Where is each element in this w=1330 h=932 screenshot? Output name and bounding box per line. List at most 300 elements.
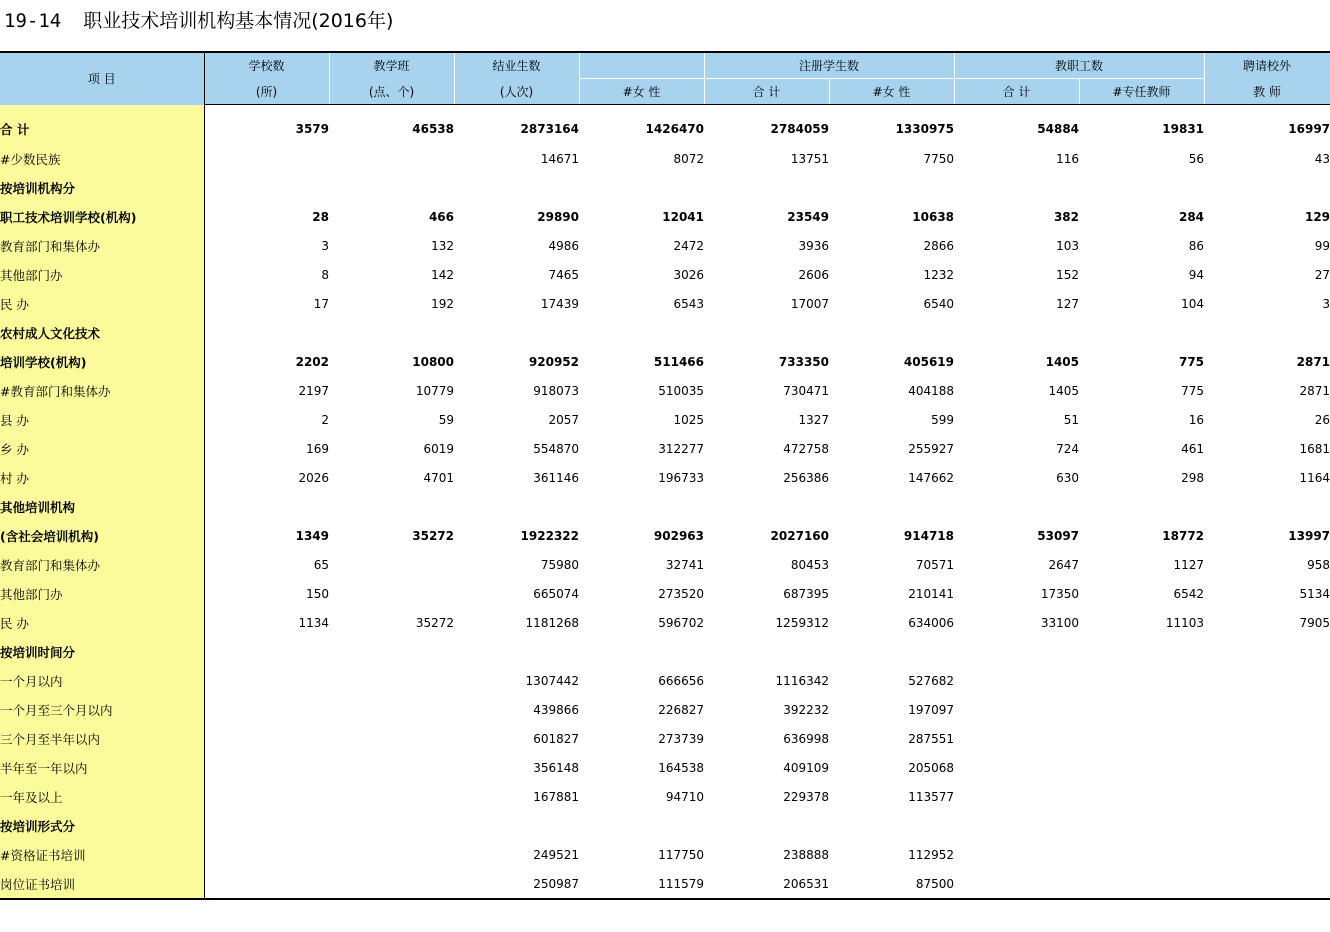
cell-value: 238888 xyxy=(783,848,829,862)
cell-value: 70571 xyxy=(915,558,955,572)
cell-value xyxy=(329,580,454,609)
cell-value xyxy=(829,638,954,667)
cell-value xyxy=(1079,754,1204,783)
cell-value: 7465 xyxy=(548,268,579,282)
header-graduates: 结业生数 xyxy=(454,52,579,79)
row-label: 其他部门办 xyxy=(0,580,204,609)
cell-value xyxy=(704,493,829,522)
row-label: 合 计 xyxy=(0,105,204,145)
cell-value xyxy=(1204,667,1330,696)
cell-value xyxy=(329,841,454,870)
header-fulltime-teachers: #专任教师 xyxy=(1079,79,1204,105)
row-label: #资格证书培训 xyxy=(0,841,204,870)
row-label: 乡 办 xyxy=(0,435,204,464)
cell-value xyxy=(1079,812,1204,841)
cell-value: 192 xyxy=(431,297,454,311)
cell-value: 1307442 xyxy=(525,674,579,688)
cell-value: 1164 xyxy=(1299,471,1330,485)
table-row xyxy=(0,667,1330,696)
header-classes-unit: (点、个) xyxy=(329,79,454,105)
cell-value: 596702 xyxy=(658,616,704,630)
cell-value: 103 xyxy=(1056,239,1080,253)
table-row xyxy=(0,348,1330,377)
cell-value: 10800 xyxy=(412,355,454,369)
cell-value xyxy=(204,783,329,812)
cell-value xyxy=(829,812,954,841)
table-row xyxy=(0,551,1330,580)
cell-value: 99 xyxy=(1314,239,1330,253)
cell-value: 75980 xyxy=(540,558,579,572)
table-row xyxy=(0,406,1330,435)
table-row xyxy=(0,696,1330,725)
cell-value xyxy=(1204,870,1330,899)
row-label: 其他部门办 xyxy=(0,261,204,290)
header-graduates-unit: (人次) xyxy=(454,79,579,105)
cell-value xyxy=(1079,696,1204,725)
cell-value: 1259312 xyxy=(775,616,829,630)
cell-value: 2871 xyxy=(1299,384,1330,398)
cell-value: 1134 xyxy=(298,616,329,630)
cell-value xyxy=(329,725,454,754)
header-hired-teachers: 教 师 xyxy=(1204,79,1330,105)
cell-value xyxy=(954,667,1079,696)
cell-value: 2606 xyxy=(798,268,829,282)
table-row xyxy=(0,232,1330,261)
cell-value: 2472 xyxy=(673,239,704,253)
cell-value xyxy=(1204,783,1330,812)
cell-value: 1116342 xyxy=(775,674,829,688)
cell-value xyxy=(329,319,454,348)
header-registered-total: 合 计 xyxy=(704,79,829,105)
cell-value: 510035 xyxy=(658,384,704,398)
cell-value xyxy=(454,812,579,841)
cell-value xyxy=(579,319,704,348)
cell-value xyxy=(1204,754,1330,783)
table-row xyxy=(0,203,1330,232)
table-row xyxy=(0,377,1330,406)
cell-value: 287551 xyxy=(908,732,955,746)
cell-value xyxy=(454,319,579,348)
cell-value: 43 xyxy=(1314,152,1330,166)
cell-value: 256386 xyxy=(783,471,829,485)
cell-value: 1426470 xyxy=(645,122,704,137)
cell-value xyxy=(329,174,454,203)
cell-value: 59 xyxy=(438,413,454,427)
cell-value xyxy=(204,754,329,783)
cell-value xyxy=(829,319,954,348)
cell-value: 8072 xyxy=(673,152,704,166)
header-registered: 注册学生数 xyxy=(704,52,954,79)
cell-value: 29890 xyxy=(537,210,579,224)
header-item: 项 目 xyxy=(0,52,204,105)
cell-value: 112952 xyxy=(908,848,955,862)
cell-value xyxy=(204,725,329,754)
cell-value: 147662 xyxy=(908,471,955,485)
cell-value: 439866 xyxy=(533,703,579,717)
cell-value xyxy=(329,812,454,841)
cell-value: 250987 xyxy=(454,870,579,899)
cell-value: 104 xyxy=(1181,297,1205,311)
cell-value xyxy=(204,870,329,899)
cell-value: 527682 xyxy=(908,674,955,688)
cell-value: 356148 xyxy=(533,761,579,775)
row-label: 其他培训机构 xyxy=(0,493,204,522)
table-row xyxy=(0,290,1330,319)
header-schools-unit: (所) xyxy=(204,79,329,105)
table-row xyxy=(0,638,1330,667)
row-label: 一个月至三个月以内 xyxy=(0,696,204,725)
header-schools: 学校数 xyxy=(204,52,329,79)
cell-value xyxy=(1079,638,1204,667)
row-label: 村 办 xyxy=(0,464,204,493)
header-hired: 聘请校外 xyxy=(1204,52,1330,79)
cell-value xyxy=(1204,812,1330,841)
table-body xyxy=(0,105,1330,899)
cell-value xyxy=(1204,493,1330,522)
cell-value xyxy=(204,696,329,725)
cell-value: 35272 xyxy=(412,529,454,543)
row-label: 教育部门和集体办 xyxy=(0,551,204,580)
cell-value: 210141 xyxy=(908,587,955,601)
cell-value: 601827 xyxy=(533,732,579,746)
cell-value: 461 xyxy=(1181,442,1205,456)
cell-value xyxy=(1204,841,1330,870)
table-row xyxy=(0,493,1330,522)
cell-value xyxy=(954,783,1079,812)
cell-value: 2 xyxy=(321,413,329,427)
cell-value: 6542 xyxy=(1173,587,1205,601)
cell-value: 132 xyxy=(431,239,454,253)
statistics-table xyxy=(0,51,1330,900)
cell-value: 3579 xyxy=(295,122,329,137)
cell-value: 6019 xyxy=(423,442,454,456)
cell-value: 28 xyxy=(312,210,329,224)
cell-value: 3936 xyxy=(798,239,829,253)
cell-value xyxy=(1204,638,1330,667)
cell-value: 1405 xyxy=(1045,355,1080,369)
cell-value: 666656 xyxy=(658,674,704,688)
cell-value: 10638 xyxy=(912,210,955,224)
cell-value: 51 xyxy=(1063,413,1080,427)
cell-value: 142 xyxy=(431,268,454,282)
cell-value: 18772 xyxy=(1162,529,1205,543)
cell-value: 27 xyxy=(1314,268,1330,282)
cell-value: 10779 xyxy=(415,384,454,398)
cell-value xyxy=(204,841,329,870)
table-row xyxy=(0,261,1330,290)
cell-value: 2873164 xyxy=(520,122,579,137)
cell-value: 2647 xyxy=(1048,558,1080,572)
cell-value: 1681 xyxy=(1299,442,1330,456)
cell-value: 1127 xyxy=(1173,558,1205,572)
cell-value: 17 xyxy=(313,297,329,311)
cell-value xyxy=(954,812,1079,841)
cell-value xyxy=(954,870,1079,899)
cell-value xyxy=(204,812,329,841)
cell-value: 5134 xyxy=(1299,587,1330,601)
cell-value xyxy=(1079,174,1204,203)
cell-value: 23549 xyxy=(787,210,829,224)
header-row-1 xyxy=(0,52,1330,79)
cell-value: 665074 xyxy=(533,587,579,601)
table-title: 职业技术培训机构基本情况(2016年) xyxy=(83,10,394,32)
cell-value: 2871 xyxy=(1296,355,1330,369)
cell-value: 382 xyxy=(1053,210,1080,224)
table-row xyxy=(0,841,1330,870)
cell-value xyxy=(1079,783,1204,812)
row-label: 职工技术培训学校(机构) xyxy=(0,203,204,232)
cell-value: 724 xyxy=(1056,442,1080,456)
cell-value xyxy=(704,174,829,203)
cell-value: 16997 xyxy=(1288,122,1330,137)
table-row xyxy=(0,783,1330,812)
cell-value xyxy=(829,493,954,522)
cell-value xyxy=(704,319,829,348)
row-label: 民 办 xyxy=(0,290,204,319)
cell-value xyxy=(204,145,329,174)
cell-value xyxy=(954,754,1079,783)
cell-value: 4701 xyxy=(423,471,454,485)
cell-value: 405619 xyxy=(903,355,955,369)
row-label: 农村成人文化技术 xyxy=(0,319,204,348)
row-label: 按培训机构分 xyxy=(0,174,204,203)
page-title xyxy=(4,6,393,33)
cell-value: 2197 xyxy=(298,384,329,398)
cell-value xyxy=(954,493,1079,522)
cell-value: 167881 xyxy=(533,790,579,804)
row-label: 民 办 xyxy=(0,609,204,638)
cell-value: 12041 xyxy=(662,210,704,224)
cell-value: 511466 xyxy=(653,355,704,369)
cell-value: 226827 xyxy=(658,703,704,717)
cell-value: 249521 xyxy=(533,848,579,862)
table-row xyxy=(0,725,1330,754)
row-label: (含社会培训机构) xyxy=(0,522,204,551)
cell-value xyxy=(1204,174,1330,203)
cell-value xyxy=(204,667,329,696)
cell-value: 1405 xyxy=(1048,384,1080,398)
cell-value xyxy=(704,638,829,667)
cell-value: 312277 xyxy=(658,442,704,456)
cell-value xyxy=(579,174,704,203)
table-row xyxy=(0,870,1330,899)
cell-value: 7905 xyxy=(1299,616,1330,630)
cell-value xyxy=(579,493,704,522)
cell-value: 164538 xyxy=(658,761,704,775)
cell-value: 197097 xyxy=(908,703,955,717)
cell-value: 7750 xyxy=(923,152,955,166)
cell-value: 902963 xyxy=(653,529,704,543)
cell-value: 117750 xyxy=(658,848,704,862)
cell-value xyxy=(329,638,454,667)
row-label: #少数民族 xyxy=(0,145,204,174)
cell-value: 13997 xyxy=(1288,529,1330,543)
cell-value xyxy=(954,638,1079,667)
cell-value: 26 xyxy=(1314,413,1330,427)
cell-value: 409109 xyxy=(783,761,829,775)
table-row xyxy=(0,105,1330,145)
cell-value: 273520 xyxy=(658,587,704,601)
cell-value: 730471 xyxy=(783,384,829,398)
cell-value: 2026 xyxy=(298,471,329,485)
cell-value: 46538 xyxy=(412,122,454,137)
table-row xyxy=(0,319,1330,348)
row-label: 岗位证书培训 xyxy=(0,870,204,899)
cell-value: 169 xyxy=(306,442,329,456)
cell-value: 958 xyxy=(1307,558,1330,572)
cell-value: 13751 xyxy=(790,152,829,166)
cell-value xyxy=(204,174,329,203)
table-row xyxy=(0,145,1330,174)
header-staff: 教职工数 xyxy=(954,52,1204,79)
cell-value: 284 xyxy=(1178,210,1205,224)
cell-value xyxy=(329,493,454,522)
cell-value: 1349 xyxy=(295,529,329,543)
cell-value: 630 xyxy=(1056,471,1080,485)
cell-value: 14671 xyxy=(540,152,579,166)
cell-value: 599 xyxy=(931,413,955,427)
cell-value xyxy=(329,783,454,812)
cell-value xyxy=(954,725,1079,754)
cell-value: 35272 xyxy=(415,616,454,630)
header-registered-female: #女 性 xyxy=(829,79,954,105)
cell-value: 17439 xyxy=(540,297,579,311)
cell-value: 2202 xyxy=(295,355,329,369)
cell-value: 80453 xyxy=(790,558,829,572)
cell-value: 255927 xyxy=(908,442,955,456)
cell-value xyxy=(1079,841,1204,870)
cell-value: 636998 xyxy=(783,732,829,746)
cell-value: 634006 xyxy=(908,616,955,630)
cell-value xyxy=(1204,319,1330,348)
table-row xyxy=(0,580,1330,609)
cell-value: 65 xyxy=(313,558,329,572)
table-row xyxy=(0,609,1330,638)
cell-value: 3026 xyxy=(673,268,704,282)
cell-value: 554870 xyxy=(533,442,579,456)
cell-value xyxy=(1079,870,1204,899)
cell-value xyxy=(954,174,1079,203)
cell-value: 8 xyxy=(321,268,329,282)
cell-value xyxy=(954,696,1079,725)
cell-value xyxy=(454,493,579,522)
row-label: 一个月以内 xyxy=(0,667,204,696)
cell-value: 466 xyxy=(428,210,454,224)
cell-value xyxy=(1079,667,1204,696)
cell-value: 111579 xyxy=(579,870,704,899)
cell-value: 3 xyxy=(1322,297,1330,311)
cell-value xyxy=(1204,725,1330,754)
cell-value: 87500 xyxy=(829,870,954,899)
cell-value: 3 xyxy=(321,239,329,253)
cell-value: 6543 xyxy=(673,297,704,311)
header-classes: 教学班 xyxy=(329,52,454,79)
cell-value: 150 xyxy=(306,587,329,601)
cell-value xyxy=(1079,725,1204,754)
cell-value: 53097 xyxy=(1037,529,1080,543)
cell-value: 54884 xyxy=(1037,122,1080,137)
cell-value: 273739 xyxy=(658,732,704,746)
header-staff-total: 合 计 xyxy=(954,79,1079,105)
cell-value: 229378 xyxy=(783,790,829,804)
cell-value: 33100 xyxy=(1040,616,1080,630)
cell-value: 687395 xyxy=(783,587,829,601)
cell-value xyxy=(329,145,454,174)
row-label: #教育部门和集体办 xyxy=(0,377,204,406)
cell-value: 918073 xyxy=(533,384,579,398)
cell-value: 775 xyxy=(1178,355,1205,369)
table-row xyxy=(0,174,1330,203)
cell-value: 1232 xyxy=(923,268,955,282)
row-label: 三个月至半年以内 xyxy=(0,725,204,754)
cell-value: 19831 xyxy=(1162,122,1205,137)
cell-value: 205068 xyxy=(908,761,955,775)
cell-value: 472758 xyxy=(783,442,829,456)
cell-value xyxy=(329,667,454,696)
cell-value xyxy=(329,870,454,899)
header-graduates-female: #女 性 xyxy=(579,79,704,105)
cell-value xyxy=(204,493,329,522)
cell-value: 113577 xyxy=(908,790,955,804)
cell-value: 94710 xyxy=(665,790,704,804)
cell-value: 1181268 xyxy=(525,616,579,630)
cell-value: 920952 xyxy=(528,355,579,369)
cell-value xyxy=(579,638,704,667)
table-row xyxy=(0,754,1330,783)
cell-value: 2866 xyxy=(923,239,955,253)
cell-value xyxy=(1079,493,1204,522)
table-row xyxy=(0,522,1330,551)
row-label: 培训学校(机构) xyxy=(0,348,204,377)
cell-value xyxy=(329,754,454,783)
cell-value: 914718 xyxy=(903,529,955,543)
cell-value: 733350 xyxy=(778,355,829,369)
table-row xyxy=(0,812,1330,841)
cell-value: 404188 xyxy=(908,384,955,398)
cell-value: 129 xyxy=(1304,210,1330,224)
cell-value: 86 xyxy=(1188,239,1205,253)
cell-value xyxy=(204,638,329,667)
cell-value: 775 xyxy=(1181,384,1205,398)
cell-value: 17350 xyxy=(1040,587,1080,601)
cell-value: 32741 xyxy=(665,558,704,572)
cell-value xyxy=(954,319,1079,348)
cell-value xyxy=(829,174,954,203)
cell-value xyxy=(454,174,579,203)
table-row xyxy=(0,435,1330,464)
cell-value: 206531 xyxy=(704,870,829,899)
cell-value xyxy=(704,812,829,841)
cell-value: 2057 xyxy=(548,413,579,427)
cell-value: 16 xyxy=(1188,413,1205,427)
cell-value xyxy=(454,638,579,667)
cell-value xyxy=(1079,319,1204,348)
row-label: 一年及以上 xyxy=(0,783,204,812)
cell-value xyxy=(329,696,454,725)
cell-value: 17007 xyxy=(790,297,829,311)
cell-value: 56 xyxy=(1188,152,1205,166)
cell-value: 6540 xyxy=(923,297,955,311)
cell-value: 361146 xyxy=(533,471,579,485)
cell-value: 152 xyxy=(1056,268,1080,282)
cell-value: 94 xyxy=(1188,268,1205,282)
cell-value: 1327 xyxy=(798,413,829,427)
row-label: 按培训形式分 xyxy=(0,812,204,841)
cell-value: 2784059 xyxy=(770,122,829,137)
cell-value xyxy=(329,551,454,580)
cell-value xyxy=(204,319,329,348)
table-row xyxy=(0,464,1330,493)
